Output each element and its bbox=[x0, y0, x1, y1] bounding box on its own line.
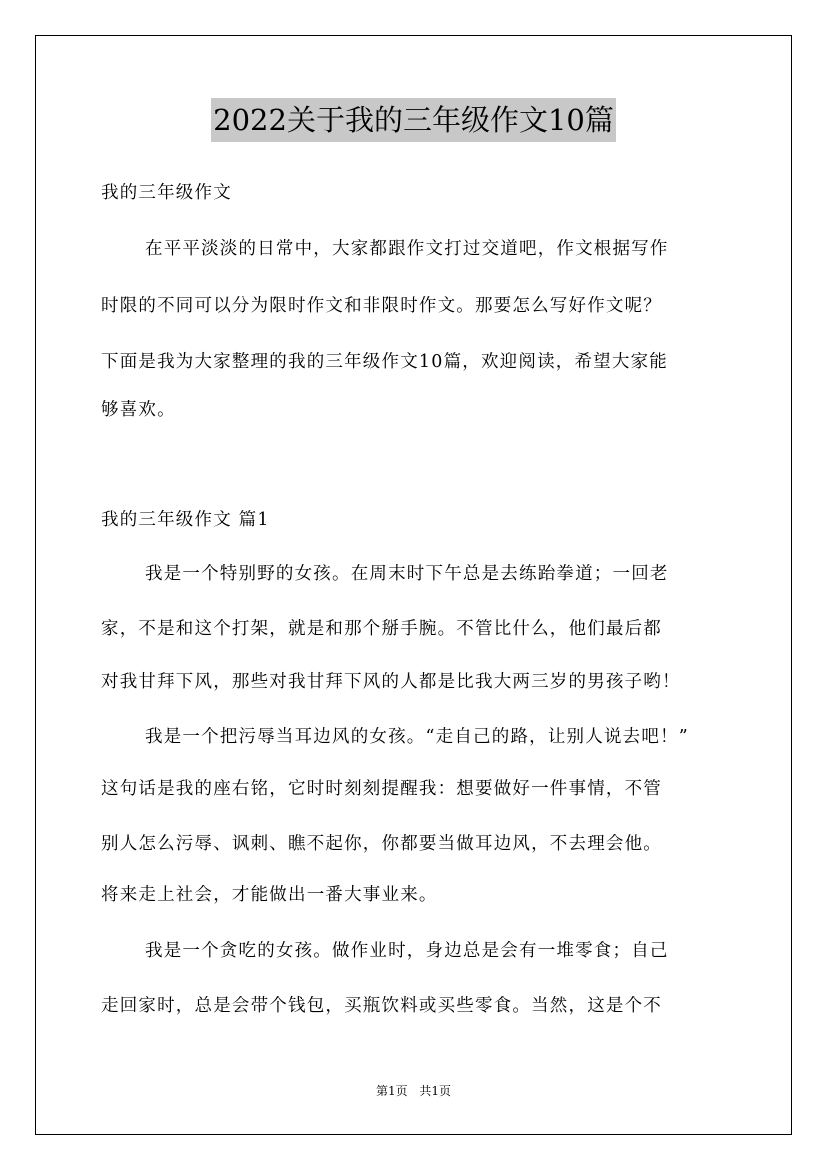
paragraph-line: 走回家时，总是会带个钱包，买瓶饮料或买些零食。当然，这是个不 bbox=[101, 996, 662, 1016]
paragraph-line: 对我甘拜下风，那些对我甘拜下风的人都是比我大两三岁的男孩子哟！ bbox=[101, 672, 681, 692]
paragraph-line: 家，不是和这个打架，就是和那个掰手腕。不管比什么，他们最后都 bbox=[101, 619, 662, 639]
title-container bbox=[0, 98, 827, 142]
paragraph-line: 我是一个特别野的女孩。在周末时下午总是去练跆拳道；一回老 bbox=[145, 564, 669, 584]
page-footer bbox=[0, 1083, 827, 1099]
document-title: 2022关于我的三年级作文10篇 bbox=[211, 98, 616, 142]
paragraph-line: 将来走上社会，才能做出一番大事业来。 bbox=[101, 885, 438, 905]
paragraph-line: 这句话是我的座右铭，它时时刻刻提醒我：想要做好一件事情，不管 bbox=[101, 779, 662, 799]
paragraph-line: 我是一个把污辱当耳边风的女孩。“走自己的路，让别人说去吧！” bbox=[145, 727, 689, 747]
paragraph-line: 我是一个贪吃的女孩。做作业时，身边总是会有一堆零食；自己 bbox=[145, 941, 669, 961]
paragraph-line: 够喜欢。 bbox=[101, 400, 176, 420]
section-heading: 我的三年级作文 篇1 bbox=[101, 510, 270, 530]
paragraph-line: 在平平淡淡的日常中，大家都跟作文打过交道吧，作文根据写作 bbox=[145, 239, 669, 259]
paragraph-line: 下面是我为大家整理的我的三年级作文10篇，欢迎阅读，希望大家能 bbox=[101, 352, 668, 372]
paragraph-line: 别人怎么污辱、讽刺、瞧不起你，你都要当做耳边风，不去理会他。 bbox=[101, 834, 662, 854]
section-heading: 我的三年级作文 bbox=[101, 183, 232, 203]
page-number: 第1页 bbox=[375, 1084, 408, 1098]
paragraph-line: 时限的不同可以分为限时作文和非限时作文。那要怎么写好作文呢？ bbox=[101, 296, 662, 316]
page-total: 共1页 bbox=[419, 1084, 452, 1098]
